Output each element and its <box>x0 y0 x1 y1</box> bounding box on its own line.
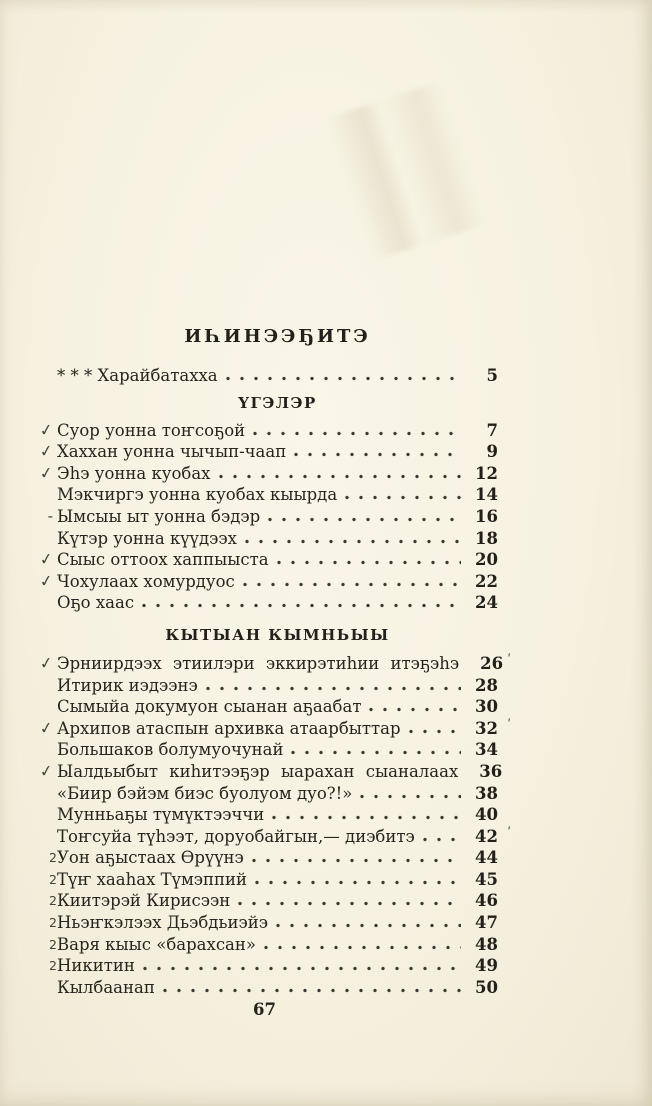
dot-leader <box>359 794 461 799</box>
margin-annotation-mark: 2 <box>49 958 57 974</box>
entry-title: Ымсыы ыт уонна бэдэр <box>57 506 261 526</box>
dot-leader <box>225 376 461 381</box>
entry-page-number: 47 <box>475 913 498 933</box>
entry-title: Никитин <box>57 956 135 976</box>
toc-section <box>38 393 498 614</box>
dot-leader <box>293 452 461 457</box>
checkmark-annotation-icon: ✓ <box>38 462 55 484</box>
entry-page-number: 32 <box>475 718 498 738</box>
entry-page-number: 30 <box>475 697 498 717</box>
toc-entry <box>57 783 498 805</box>
entry-title: Чохулаах хомурдуос <box>57 571 235 591</box>
margin-tick-mark: ʹ <box>507 717 511 733</box>
entry-title: Ньэҥкэлээх Дьэбдьиэйэ <box>57 913 268 933</box>
toc-entry <box>38 440 498 463</box>
toc-entry <box>38 462 498 485</box>
entry-title: Эһэ уонна куобах <box>57 463 211 483</box>
entry-page-number: 5 <box>486 366 498 385</box>
toc-entry <box>38 760 503 783</box>
dot-leader <box>263 945 461 950</box>
dot-leader <box>252 431 461 436</box>
toc-entry <box>47 506 498 528</box>
entry-title: Киитэрэй Кирисээн <box>57 891 231 911</box>
toc-entry <box>57 675 498 697</box>
toc-entry <box>57 739 498 761</box>
entry-title: Күтэр уонна күүдээх <box>57 528 237 548</box>
entry-page-number: 40 <box>475 805 498 825</box>
toc-entry <box>57 592 498 614</box>
entry-page-number: 42 <box>475 826 498 846</box>
toc-entry <box>57 484 498 506</box>
margin-annotation-mark: 2 <box>49 915 57 931</box>
margin-annotation-mark: 2 <box>49 936 57 952</box>
section-heading: ҮГЭЛЭР <box>238 393 317 412</box>
entry-title: Архипов атаспын архивка атаарбыттар <box>57 718 401 738</box>
entry-page-number: 50 <box>475 977 498 997</box>
entry-page-number: 48 <box>475 934 498 954</box>
entry-title: Мунньаҕы түмүктээччи <box>57 805 265 825</box>
checkmark-annotation-icon: ✓ <box>38 570 55 591</box>
toc-entry <box>38 717 511 740</box>
margin-annotation-mark: - <box>47 506 53 525</box>
entry-page-number: 14 <box>475 485 498 505</box>
toc-entry <box>57 804 498 826</box>
dot-leader <box>142 966 461 971</box>
dot-leader <box>408 729 461 734</box>
checkmark-annotation-icon: ✓ <box>38 760 55 782</box>
entry-page-number: 22 <box>475 571 498 591</box>
entry-title: Большаков болумуочунай <box>57 740 284 760</box>
entry-title: Варя кыыс «барахсан» <box>57 934 256 954</box>
entry-title: Тоҥсуйа түһээт, доруобайгын,— диэбитэ <box>57 826 415 846</box>
entry-page-number: 38 <box>475 783 498 803</box>
entry-title: Уон аҕыстаах Өрүүнэ <box>57 848 244 868</box>
entry-page-number: 12 <box>475 463 498 483</box>
entry-page-number: 7 <box>486 420 498 440</box>
entry-page-number: 24 <box>475 593 498 613</box>
margin-annotation-mark: 2 <box>49 871 57 887</box>
entry-title: Хаххан уонна чычып-чаап <box>57 442 287 462</box>
dot-leader <box>276 560 461 565</box>
entry-page-number: 44 <box>475 848 498 868</box>
entry-page-number: 49 <box>475 956 498 976</box>
table-of-contents <box>38 0 511 1020</box>
toc-entry <box>38 652 511 675</box>
toc-section <box>57 365 498 387</box>
entry-title: Кылбаанап <box>57 977 155 997</box>
dot-leader <box>218 474 462 479</box>
toc-entry <box>49 847 498 869</box>
toc-entry <box>57 696 498 718</box>
entry-title: Эрниирдээх этиилэри эккирэтиһии итэҕэһэ <box>57 653 460 673</box>
dot-leader <box>162 988 461 993</box>
entry-title: Сыыс оттоох хаппыыста <box>57 550 269 570</box>
toc-entry <box>38 570 498 593</box>
entry-page-number: 16 <box>475 506 498 526</box>
section-heading: КЫТЫАН КЫМНЬЫЫ <box>165 625 390 644</box>
entry-page-number: 9 <box>486 442 498 462</box>
checkmark-annotation-icon: ✓ <box>38 548 55 570</box>
margin-annotation-mark: 2 <box>49 893 57 909</box>
entry-page-number: 28 <box>475 675 498 695</box>
entry-title: Оҕо хаас <box>57 593 135 613</box>
toc-entry <box>57 825 511 848</box>
dot-leader <box>242 582 461 587</box>
toc-entry <box>57 977 498 999</box>
margin-tick-mark: ʹ <box>507 652 511 668</box>
entry-page-number: 46 <box>475 891 498 911</box>
dot-leader <box>368 707 461 712</box>
toc-entry <box>49 955 498 977</box>
entry-page-number: 45 <box>475 869 498 889</box>
entry-page-number: 26 <box>480 653 504 673</box>
margin-tick-mark: ʹ <box>507 825 511 841</box>
entry-title: Мэкчиргэ уонна куобах кыырда <box>57 485 338 505</box>
toc-entry <box>49 890 498 912</box>
toc-sections <box>38 365 511 998</box>
entry-title: «Биир бэйэм биэс буолуом дуо?!» <box>57 783 353 803</box>
checkmark-annotation-icon: ✓ <box>38 652 55 674</box>
dot-leader <box>267 517 461 522</box>
dot-leader <box>251 858 461 863</box>
margin-annotation-mark: 2 <box>49 850 57 866</box>
toc-section <box>38 625 511 999</box>
dot-leader <box>271 815 461 820</box>
toc-entry <box>38 548 498 571</box>
entry-page-number: 18 <box>475 528 498 548</box>
dot-leader <box>244 539 461 544</box>
toc-entry <box>49 912 498 934</box>
dot-leader <box>141 603 461 608</box>
toc-entry <box>49 869 498 891</box>
entry-title: Суор уонна тоҥсоҕой <box>57 420 246 440</box>
checkmark-annotation-icon: ✓ <box>38 419 55 440</box>
dot-leader <box>237 901 461 906</box>
dot-leader <box>344 495 461 500</box>
dot-leader <box>422 837 461 842</box>
entry-title: Ыалдьыбыт киһитээҕэр ыарахан сыаналаах <box>57 761 459 781</box>
entry-title: Түҥ хааһах Түмэппий <box>57 869 248 889</box>
toc-entry <box>57 365 498 387</box>
checkmark-annotation-icon: ✓ <box>38 717 55 738</box>
entry-title: Итирик иэдээнэ <box>57 675 198 695</box>
entry-title: Сымыйа докумуон сыанан аҕаабат <box>57 697 362 717</box>
entry-title: * * * Харайбатахха <box>57 366 218 385</box>
entry-page-number: 34 <box>475 740 498 760</box>
toc-entry <box>38 419 498 442</box>
checkmark-annotation-icon: ✓ <box>38 440 55 462</box>
dot-leader <box>254 880 461 885</box>
toc-entry <box>49 934 498 956</box>
dot-leader <box>205 686 461 691</box>
toc-entry <box>57 528 498 550</box>
entry-page-number: 36 <box>479 761 503 781</box>
folio-page-number: 67 <box>253 1000 276 1020</box>
page-title: ИҺИНЭЭҔИТЭ <box>184 326 371 347</box>
dot-leader <box>275 923 461 928</box>
entry-page-number: 20 <box>475 550 498 570</box>
dot-leader <box>290 750 461 755</box>
